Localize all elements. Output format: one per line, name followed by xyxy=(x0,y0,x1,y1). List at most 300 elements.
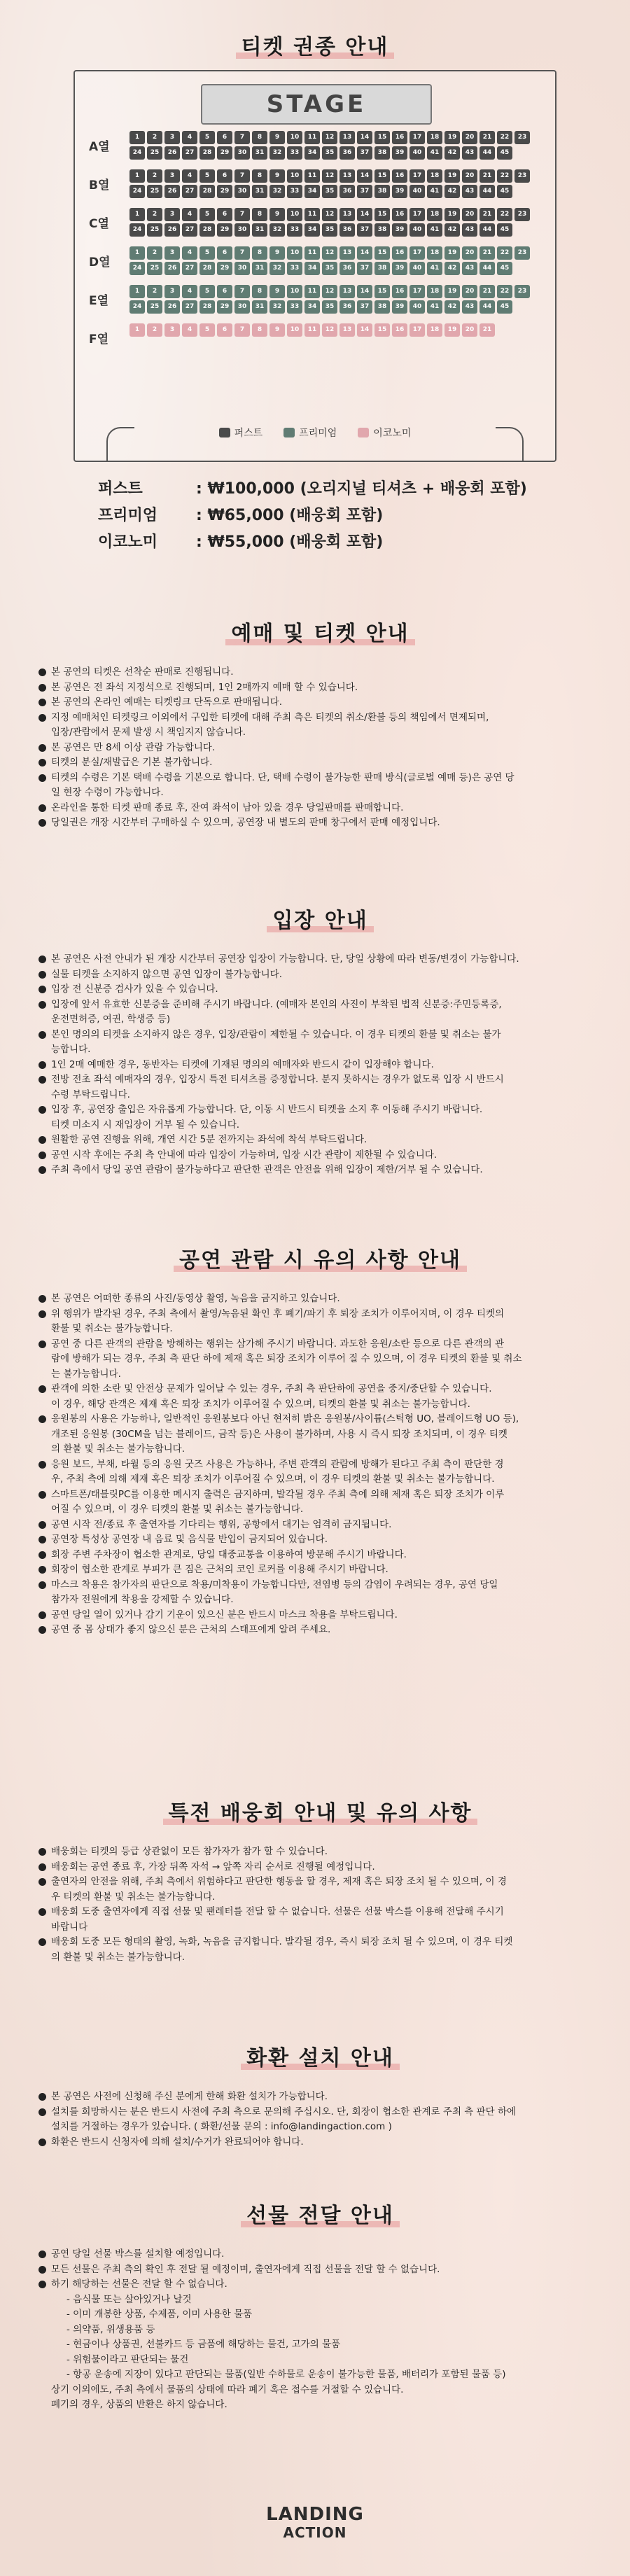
list-item: 폐기의 경우, 상품의 반환은 하지 않습니다. xyxy=(51,2399,227,2410)
seat: 6 xyxy=(217,323,232,337)
seat: 39 xyxy=(392,146,407,160)
seat: 30 xyxy=(234,185,250,198)
seat: 17 xyxy=(410,131,425,144)
seat: 1 xyxy=(130,131,145,144)
seat: 25 xyxy=(147,262,162,275)
seat: 26 xyxy=(164,185,180,198)
logo-line2: ACTION xyxy=(283,2524,347,2541)
list-item: 우 티켓의 환불 및 취소는 불가능합니다. xyxy=(51,1891,216,1903)
seat: 29 xyxy=(217,223,232,237)
seat: 33 xyxy=(287,185,302,198)
seat: 10 xyxy=(287,131,302,144)
seat: 30 xyxy=(234,262,250,275)
seat: 21 xyxy=(479,208,495,221)
seat-map xyxy=(74,70,556,462)
seat: 39 xyxy=(392,223,407,237)
seat: 3 xyxy=(164,131,180,144)
seat: 30 xyxy=(234,146,250,160)
section-title: 선물 전달 안내 xyxy=(38,2198,602,2229)
seat: 3 xyxy=(164,323,180,337)
seat: 28 xyxy=(200,300,215,314)
list-item: 개조된 응원봉 (30CM을 넘는 블레이드, 금작 등)은 사용이 불가하며, 사용 시 즉시 퇴장 조치되며, 이 경우 티켓 xyxy=(51,1428,507,1440)
seat: 36 xyxy=(340,262,355,275)
seat: 21 xyxy=(479,323,495,337)
list-item: 공연 중 몸 상태가 좋지 않으신 분은 근처의 스태프에게 알려 주세요. xyxy=(38,1623,602,1638)
seat: 39 xyxy=(392,185,407,198)
seat: 37 xyxy=(357,185,372,198)
section-title: 입장 안내 xyxy=(38,903,602,934)
seat: 24 xyxy=(130,262,145,275)
list-item: 원활한 공연 진행을 위해, 개연 시간 5분 전까지는 좌석에 착석 부탁드립니다. xyxy=(38,1133,602,1148)
list-item: 의 환불 및 취소는 불가능합니다. xyxy=(51,1951,185,1963)
seat: 3 xyxy=(164,285,180,298)
list-item: 상기 이외에도, 주최 측에서 물품의 상태에 따라 폐기 혹은 접수를 거절할 수 있습니다. xyxy=(51,2384,404,2395)
seat: 34 xyxy=(304,262,320,275)
seat-row-label: B열 xyxy=(89,178,110,192)
benefit-section xyxy=(38,1795,602,1965)
seat: 28 xyxy=(200,185,215,198)
seat: 14 xyxy=(357,246,372,260)
seat: 42 xyxy=(444,146,460,160)
seat: 39 xyxy=(392,300,407,314)
list-item: 티켓의 수령은 기본 택배 수령을 기본으로 합니다. 단, 택배 수령이 불가능한 판매 방식(글로벌 예매 등)은 공연 당 xyxy=(38,771,602,786)
seat: 18 xyxy=(427,323,442,337)
seat: 18 xyxy=(427,169,442,183)
seat: 26 xyxy=(164,262,180,275)
seat: 37 xyxy=(357,262,372,275)
seat: 28 xyxy=(200,223,215,237)
seat: 20 xyxy=(462,131,477,144)
list-item: 배웅회 도중 모든 형태의 촬영, 녹화, 녹음을 금지합니다. 발각될 경우, 즉시 퇴장 조치 될 수 있으며, 이 경우 티켓 xyxy=(38,1935,602,1950)
seat: 36 xyxy=(340,146,355,160)
seat: 22 xyxy=(497,246,512,260)
seat: 42 xyxy=(444,185,460,198)
list-item: - 현금이나 상품권, 선불카드 등 금품에 해당하는 물건, 고가의 물품 xyxy=(66,2339,341,2350)
seat: 39 xyxy=(392,262,407,275)
seat: 12 xyxy=(322,169,337,183)
seat: 19 xyxy=(444,285,460,298)
seat: 16 xyxy=(392,131,407,144)
seat: 38 xyxy=(374,146,390,160)
seat: 15 xyxy=(374,208,390,221)
seat: 25 xyxy=(147,185,162,198)
seat: 22 xyxy=(497,208,512,221)
seat: 30 xyxy=(234,223,250,237)
seat: 40 xyxy=(410,262,425,275)
seat: 26 xyxy=(164,146,180,160)
seat: 24 xyxy=(130,146,145,160)
seat: 28 xyxy=(200,262,215,275)
legend-label: 퍼스트 xyxy=(234,428,263,439)
section-title: 공연 관람 시 유의 사항 안내 xyxy=(38,1242,602,1273)
seat-row-label: A열 xyxy=(89,140,110,154)
list-item: 스마트폰/태블릿PC를 이용한 메시지 출력은 금지하며, 발각될 경우 주최 측에 의해 제재 혹은 퇴장 조치가 이루 xyxy=(38,1488,602,1503)
seat: 45 xyxy=(497,223,512,237)
list-item: 람에 방해가 되는 경우, 주최 측 판단 하에 제재 혹은 퇴장 조치가 이루어 질 수 있으며, 이 경우 티켓의 환불 및 취소 xyxy=(51,1353,522,1364)
stage-label: STAGE xyxy=(201,84,432,125)
seat: 6 xyxy=(217,208,232,221)
seat: 30 xyxy=(234,300,250,314)
seat: 13 xyxy=(340,131,355,144)
seat: 2 xyxy=(147,246,162,260)
legend-item xyxy=(219,426,263,440)
list-item: 입장 후, 공연장 출입은 자유롭게 가능합니다. 단, 이동 시 반드시 티켓을 소지 후 이동해 주시기 바랍니다. xyxy=(38,1102,602,1118)
seat: 14 xyxy=(357,208,372,221)
list-item: 환불 및 취소는 불가능합니다. xyxy=(51,1323,173,1334)
seat: 15 xyxy=(374,246,390,260)
seat: 40 xyxy=(410,185,425,198)
price-value: : ₩100,000 (오리지널 티셔츠 + 배웅회 포함) xyxy=(196,480,527,498)
list-item: 당일권은 개장 시간부터 구매하실 수 있으며, 공연장 내 별도의 판매 창구에서 판매 예정입니다. xyxy=(38,816,602,831)
seat: 28 xyxy=(200,146,215,160)
seat: 40 xyxy=(410,300,425,314)
seat: 5 xyxy=(200,169,215,183)
legend-swatch xyxy=(358,428,369,438)
section-title: 특전 배웅회 안내 및 유의 사항 xyxy=(38,1795,602,1826)
seat: 45 xyxy=(497,185,512,198)
price-row xyxy=(98,529,527,556)
seat: 20 xyxy=(462,208,477,221)
seat: 2 xyxy=(147,208,162,221)
list-item: 모든 선물은 주최 측의 확인 후 전달 될 예정이며, 출연자에게 직접 선물을 전달 할 수 없습니다. xyxy=(38,2262,602,2278)
seat: 8 xyxy=(252,131,267,144)
seat: 17 xyxy=(410,208,425,221)
seat: 13 xyxy=(340,169,355,183)
seat: 45 xyxy=(497,262,512,275)
seat: 17 xyxy=(410,323,425,337)
legend-swatch xyxy=(219,428,230,438)
list-item: 위 행위가 발각된 경우, 주최 측에서 촬영/녹음된 확인 후 폐기/파기 후 퇴장 조치가 이루어지며, 이 경우 티켓의 xyxy=(38,1307,602,1322)
seat: 19 xyxy=(444,131,460,144)
seat: 3 xyxy=(164,246,180,260)
seat: 6 xyxy=(217,246,232,260)
list-item: 이 경우, 해당 관객은 제재 혹은 퇴장 조치가 이루어질 수 있으며, 티켓의 환불 및 취소는 불가능합니다. xyxy=(51,1398,470,1410)
seat: 35 xyxy=(322,300,337,314)
seat: 35 xyxy=(322,146,337,160)
seat: 36 xyxy=(340,185,355,198)
seat: 31 xyxy=(252,300,267,314)
seat: 17 xyxy=(410,285,425,298)
list-item: 배웅회는 티켓의 등급 상관없이 모든 참가자가 참가 할 수 있습니다. xyxy=(38,1844,602,1860)
seat: 16 xyxy=(392,208,407,221)
seat: 6 xyxy=(217,285,232,298)
list-item: - 항공 운송에 지장이 있다고 판단되는 물품(일반 수하물로 운송이 불가능한 물품, 배터리가 포함된 물품 등) xyxy=(66,2369,506,2380)
seat: 4 xyxy=(182,323,197,337)
seat: 1 xyxy=(130,169,145,183)
seat: 5 xyxy=(200,208,215,221)
seat: 40 xyxy=(410,146,425,160)
list-item: 입장/관람에서 문제 발생 시 책임지지 않습니다. xyxy=(51,727,246,738)
list-item: 참가자 전원에게 착용을 강제할 수 있습니다. xyxy=(51,1594,234,1605)
seat: 31 xyxy=(252,146,267,160)
reservation-section xyxy=(38,616,602,831)
seat: 41 xyxy=(427,146,442,160)
seat: 17 xyxy=(410,246,425,260)
wreath-section xyxy=(38,2040,602,2150)
list-item: 입장 전 신분증 검사가 있을 수 있습니다. xyxy=(38,982,602,997)
seat: 10 xyxy=(287,208,302,221)
seat: 14 xyxy=(357,285,372,298)
seat: 16 xyxy=(392,323,407,337)
seat: 11 xyxy=(304,323,320,337)
seat: 34 xyxy=(304,146,320,160)
seat: 4 xyxy=(182,285,197,298)
seat: 11 xyxy=(304,285,320,298)
seat: 12 xyxy=(322,131,337,144)
seat: 42 xyxy=(444,300,460,314)
seat: 13 xyxy=(340,246,355,260)
seat: 10 xyxy=(287,169,302,183)
list-item: 본 공연은 전 좌석 지정석으로 진행되며, 1인 2매까지 예매 할 수 있습니다. xyxy=(38,680,602,696)
seat: 11 xyxy=(304,246,320,260)
seat: 32 xyxy=(270,300,285,314)
seat: 25 xyxy=(147,223,162,237)
list-item: 어질 수 있으며, 이 경우 티켓의 환불 및 취소는 불가능합니다. xyxy=(51,1504,304,1515)
seat: 13 xyxy=(340,208,355,221)
seat: 27 xyxy=(182,300,197,314)
seat: 6 xyxy=(217,169,232,183)
list-item: 공연장 특성상 공연장 내 음료 및 음식물 반입이 금지되어 있습니다. xyxy=(38,1532,602,1548)
landing-action-logo xyxy=(0,2505,630,2541)
seat: 22 xyxy=(497,131,512,144)
seat: 44 xyxy=(479,300,495,314)
seat: 9 xyxy=(270,285,285,298)
seat: 32 xyxy=(270,223,285,237)
seat: 36 xyxy=(340,223,355,237)
seat: 23 xyxy=(514,285,530,298)
price-row xyxy=(98,503,527,529)
seat: 29 xyxy=(217,146,232,160)
gift-section xyxy=(38,2198,602,2413)
entry-section xyxy=(38,903,602,1178)
list-item: 배웅회 도중 출연자에게 직접 선물 및 팬레터를 전달 할 수 없습니다. 선물은 선물 박스를 이용해 전달해 주시기 xyxy=(38,1905,602,1920)
list-item: 본 공연은 사전 안내가 된 개장 시간부터 공연장 입장이 가능합니다. 단, 당일 상황에 따라 변동/변경이 가능합니다. xyxy=(38,952,602,967)
seat: 1 xyxy=(130,323,145,337)
list-item: 하기 해당하는 선물은 전달 할 수 없습니다. xyxy=(38,2277,602,2292)
seat: 43 xyxy=(462,223,477,237)
seat: 5 xyxy=(200,285,215,298)
list-item: 공연 당일 열이 있거나 감기 기운이 있으신 분은 반드시 마스크 착용을 부탁드립니다. xyxy=(38,1608,602,1623)
list-item: 온라인을 통한 티켓 판매 종료 후, 잔여 좌석이 남아 있을 경우 당일판매를 판매합니다. xyxy=(38,801,602,816)
seat: 20 xyxy=(462,169,477,183)
price-value: : ₩65,000 (배웅회 포함) xyxy=(196,507,384,524)
seat: 2 xyxy=(147,131,162,144)
logo-line1: LANDING xyxy=(266,2504,364,2525)
seat: 2 xyxy=(147,169,162,183)
seat-row-label: C열 xyxy=(89,217,109,231)
seat: 44 xyxy=(479,185,495,198)
seat: 4 xyxy=(182,208,197,221)
seat: 5 xyxy=(200,246,215,260)
list-item: 배웅회는 공연 종료 후, 가장 뒤쪽 자석 → 앞쪽 자리 순서로 진행될 예정입니다. xyxy=(38,1860,602,1875)
seat: 13 xyxy=(340,323,355,337)
list-item: 공연 당일 선물 박스를 설치할 예정입니다. xyxy=(38,2247,602,2262)
seat: 9 xyxy=(270,323,285,337)
seat: 1 xyxy=(130,246,145,260)
price-row xyxy=(98,476,527,503)
seat: 26 xyxy=(164,223,180,237)
seat: 22 xyxy=(497,169,512,183)
price-label: 퍼스트 xyxy=(98,480,143,498)
seat: 41 xyxy=(427,185,442,198)
list-item: - 위험물이라고 판단되는 물건 xyxy=(66,2353,189,2365)
seat: 20 xyxy=(462,246,477,260)
seat: 25 xyxy=(147,300,162,314)
price-list xyxy=(98,476,527,556)
seat: 19 xyxy=(444,208,460,221)
list-item: 전방 전초 좌석 예매자의 경우, 입장시 특전 티셔츠를 증정합니다. 분지 못하시는 경우가 없도록 입장 시 반드시 xyxy=(38,1072,602,1088)
seat: 14 xyxy=(357,169,372,183)
seat-legend xyxy=(75,426,555,440)
list-item: 회장이 협소한 관계로 부피가 큰 짐은 근처의 코인 로커를 이용해 주시기 바랍니다. xyxy=(38,1562,602,1578)
seat: 41 xyxy=(427,223,442,237)
seat: 4 xyxy=(182,169,197,183)
seat: 14 xyxy=(357,131,372,144)
bracket-left xyxy=(106,427,134,462)
seat: 5 xyxy=(200,323,215,337)
list-item: 우, 주최 측에 의해 제재 혹은 퇴장 조치가 이루어질 수 있으며, 이 경우 티켓의 환불 및 취소는 불가능합니다. xyxy=(51,1474,495,1485)
legend-label: 이코노미 xyxy=(373,428,412,439)
seat: 14 xyxy=(357,323,372,337)
seat: 7 xyxy=(234,131,250,144)
seat: 9 xyxy=(270,169,285,183)
list-item: - 의약품, 위생용품 등 xyxy=(66,2323,155,2335)
seat: 36 xyxy=(340,300,355,314)
seat: 37 xyxy=(357,300,372,314)
list-item: 회장 주변 주차장이 협소한 관계로, 당일 대중교통을 이용하여 방문해 주시기 바랍니다. xyxy=(38,1548,602,1563)
seat: 44 xyxy=(479,262,495,275)
seat: 12 xyxy=(322,208,337,221)
seat: 24 xyxy=(130,185,145,198)
seat: 3 xyxy=(164,169,180,183)
seat: 6 xyxy=(217,131,232,144)
seat: 29 xyxy=(217,185,232,198)
seat: 27 xyxy=(182,185,197,198)
seat: 22 xyxy=(497,285,512,298)
seat: 34 xyxy=(304,223,320,237)
seat: 38 xyxy=(374,300,390,314)
legend-label: 프리미엄 xyxy=(299,428,337,439)
seat: 35 xyxy=(322,223,337,237)
seat: 16 xyxy=(392,169,407,183)
seat: 34 xyxy=(304,185,320,198)
ticket-section-title: 티켓 권종 안내 xyxy=(0,29,630,60)
seat: 20 xyxy=(462,285,477,298)
list-item: 출연자의 안전을 위해, 주최 측에서 위험하다고 판단한 행동을 할 경우, 제재 혹은 퇴장 조치 될 수 있으며, 이 경 xyxy=(38,1875,602,1890)
seat: 45 xyxy=(497,146,512,160)
seat: 43 xyxy=(462,185,477,198)
list-item: - 이미 개봉한 상품, 수제품, 이미 사용한 물품 xyxy=(66,2309,253,2320)
seat: 10 xyxy=(287,323,302,337)
seat: 24 xyxy=(130,223,145,237)
seat: 16 xyxy=(392,285,407,298)
seat: 44 xyxy=(479,146,495,160)
caution-section xyxy=(38,1242,602,1638)
seat: 18 xyxy=(427,246,442,260)
list-item: 응원 보드, 부채, 타월 등의 응원 굿즈 사용은 가능하나, 주변 관객의 관람에 방해가 된다고 주최 측이 판단한 경 xyxy=(38,1457,602,1473)
seat: 27 xyxy=(182,223,197,237)
seat-row-label: F열 xyxy=(89,332,109,346)
seat: 8 xyxy=(252,285,267,298)
list-item: 본 공연은 만 8세 이상 관람 가능합니다. xyxy=(38,741,602,756)
seat: 8 xyxy=(252,208,267,221)
list-item: 관객에 의한 소란 및 안전상 문제가 일어날 수 있는 경우, 주최 측 판단하에 공연을 중지/중단할 수 있습니다. xyxy=(38,1382,602,1397)
list-item: 설치를 거절하는 경우가 있습니다. ( 화환/선물 문의 : info@landingaction.com ) xyxy=(51,2121,392,2132)
list-item: 는 불가능합니다. xyxy=(51,1368,121,1380)
seat: 19 xyxy=(444,323,460,337)
seat: 3 xyxy=(164,208,180,221)
list-item: 설치를 희망하시는 분은 반드시 사전에 주최 측으로 문의해 주십시오. 단, 회장이 협소한 관계로 주최 측 판단 하에 xyxy=(38,2105,602,2120)
seat: 19 xyxy=(444,246,460,260)
list-item: 화환은 반드시 신청자에 의해 설치/수거가 완료되어야 합니다. xyxy=(38,2135,602,2150)
seat: 1 xyxy=(130,208,145,221)
seat: 23 xyxy=(514,246,530,260)
list-item: 수령 부탁드립니다. xyxy=(51,1088,130,1100)
seat: 7 xyxy=(234,285,250,298)
seat: 32 xyxy=(270,185,285,198)
list-item: 입장에 앞서 유효한 신분증을 준비해 주시기 바랍니다. (예매자 본인의 사진이 부착된 법적 신분증:주민등록증, xyxy=(38,997,602,1013)
seat: 35 xyxy=(322,262,337,275)
seat: 40 xyxy=(410,223,425,237)
seat: 11 xyxy=(304,169,320,183)
seat: 41 xyxy=(427,262,442,275)
list-item: 응원봉의 사용은 가능하나, 일반적인 응원봉보다 아닌 현저히 밝은 응원봉/사이륨(스틱형 UO, 블레이드형 UO 등), xyxy=(38,1412,602,1427)
list-item: 본 공연은 사전에 신청해 주신 분에게 한해 화환 설치가 가능합니다. xyxy=(38,2090,602,2105)
seat: 43 xyxy=(462,262,477,275)
seat: 33 xyxy=(287,262,302,275)
seat: 35 xyxy=(322,185,337,198)
seat: 21 xyxy=(479,169,495,183)
list-item: 의 환불 및 취소는 불가능합니다. xyxy=(51,1443,185,1455)
seat: 23 xyxy=(514,208,530,221)
seat: 44 xyxy=(479,223,495,237)
list-item: 공연 시작 후에는 주최 측 안내에 따라 입장이 가능하며, 입장 시간 관람이 제한될 수 있습니다. xyxy=(38,1148,602,1163)
list-item: 마스크 착용은 참가자의 판단으로 착용/미착용이 가능합니다만, 전염병 등의 감염이 우려되는 경우, 공연 당일 xyxy=(38,1578,602,1593)
seat: 12 xyxy=(322,246,337,260)
seat: 43 xyxy=(462,300,477,314)
price-label: 이코노미 xyxy=(98,533,158,551)
seat: 10 xyxy=(287,285,302,298)
seat: 20 xyxy=(462,323,477,337)
legend-swatch xyxy=(284,428,295,438)
seat: 31 xyxy=(252,185,267,198)
seat-row-label: D열 xyxy=(89,255,111,270)
seat: 19 xyxy=(444,169,460,183)
seat: 25 xyxy=(147,146,162,160)
legend-item xyxy=(358,426,411,440)
seat: 18 xyxy=(427,131,442,144)
seat: 24 xyxy=(130,300,145,314)
seat: 13 xyxy=(340,285,355,298)
seat: 11 xyxy=(304,208,320,221)
seat: 2 xyxy=(147,285,162,298)
seat: 7 xyxy=(234,208,250,221)
seat: 16 xyxy=(392,246,407,260)
seat: 42 xyxy=(444,262,460,275)
section-title: 화환 설치 안내 xyxy=(38,2040,602,2071)
list-item: 본 공연의 티켓은 선착순 판매로 진행됩니다. xyxy=(38,665,602,680)
list-item: 본 공연의 온라인 예매는 티켓링크 단독으로 판매됩니다. xyxy=(38,695,602,710)
list-item: 공연 시작 전/종료 후 출연자를 기다리는 행위, 공항에서 대기는 엄격히 금지됩니다. xyxy=(38,1518,602,1533)
list-item: 티켓의 분실/재발급은 기본 불가합니다. xyxy=(38,755,602,771)
seat: 21 xyxy=(479,131,495,144)
seat: 2 xyxy=(147,323,162,337)
seat: 34 xyxy=(304,300,320,314)
seat: 15 xyxy=(374,285,390,298)
list-item: 본인 명의의 티켓을 소지하지 않은 경우, 입장/관람이 제한될 수 있습니다. 이 경우 티켓의 환불 및 취소는 불가 xyxy=(38,1028,602,1043)
seat: 32 xyxy=(270,146,285,160)
list-item: 본 공연은 어떠한 종류의 사진/동영상 촬영, 녹음을 금지하고 있습니다. xyxy=(38,1292,602,1307)
